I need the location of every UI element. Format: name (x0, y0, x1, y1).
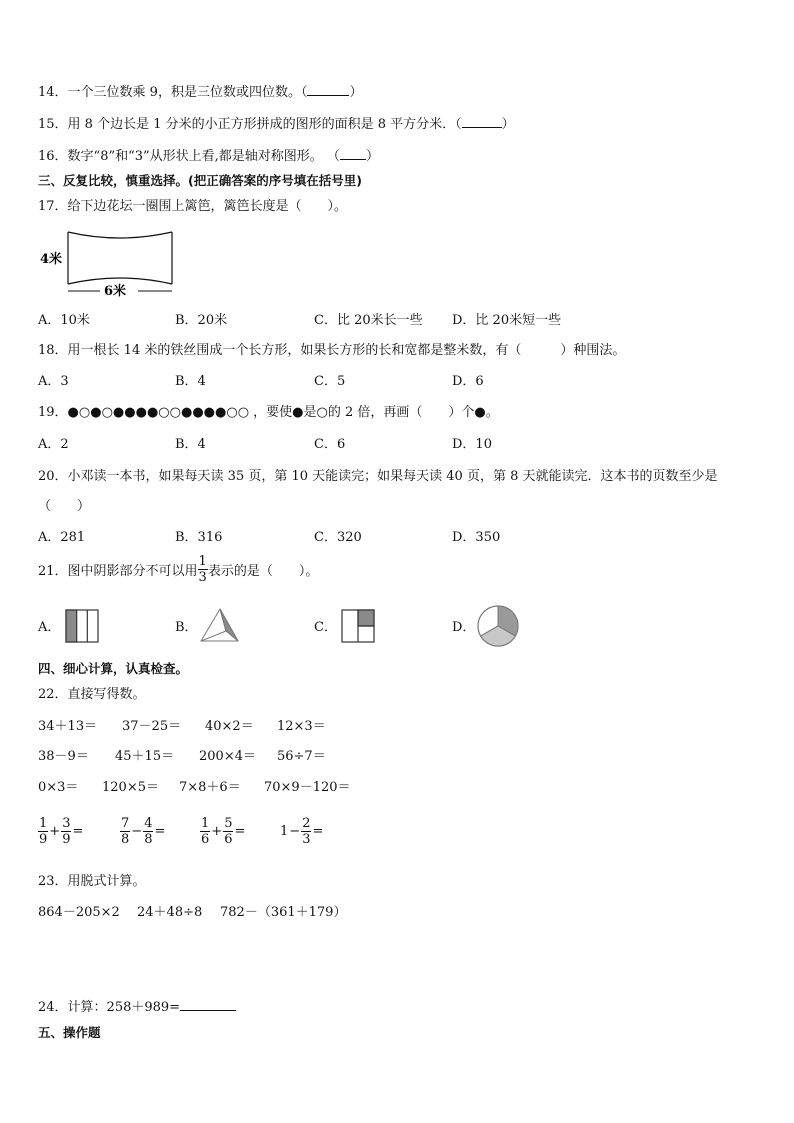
q20-option-b[interactable]: B．316 (175, 530, 223, 545)
mental-math-item: 200×4＝ (199, 749, 256, 764)
q21-option-a[interactable]: A． (38, 620, 61, 635)
q19-option-c[interactable]: C．6 (314, 437, 346, 452)
flowerbed-top-edge (68, 232, 172, 238)
q21-option-d[interactable]: D． (452, 620, 476, 635)
q17-option-a[interactable]: A．10米 (38, 313, 90, 328)
section-4-heading: 四、细心计算，认真检查。 (38, 661, 189, 676)
mental-math-item: 40×2＝ (205, 719, 254, 734)
mental-math-item: 45＋15＝ (115, 749, 175, 764)
fraction-expression: $\frac{1}{9}$ + $\frac{3}{9}$ = (39, 816, 84, 847)
mental-math-item: 120×5＝ (102, 780, 159, 795)
option-d-circle-figure (476, 604, 520, 648)
q19-option-d[interactable]: D．10 (452, 437, 492, 452)
question-16: 16．数字“8”和“3”从形状上看,都是轴对称图形。 （ ） (38, 146, 379, 166)
question-19: 19．●○●○●●●●○○●●●●○○ ，要使●是○的 2 倍，再画（ ）个●。 (38, 405, 499, 420)
question-20: 20．小邓读一本书，如果每天读 35 页，第 10 天能读完；如果每天读 40 页，第 8 天就能读完．这本书的页数至少是 (38, 469, 718, 484)
question-20-answer-paren: （ ） (38, 499, 91, 514)
answer-blank[interactable] (340, 146, 366, 160)
q19-option-a[interactable]: A．2 (38, 437, 69, 452)
option-c-square-figure (340, 608, 376, 644)
answer-blank[interactable] (180, 997, 236, 1011)
option-a-rectangle-figure (64, 608, 100, 644)
question-21: 21．图中阴影部分不可以用 $\frac{1}{3}$ 表示的是（ ）。 (38, 554, 319, 585)
section-5-heading: 五、操作题 (38, 1025, 101, 1040)
q18-option-d[interactable]: D．6 (452, 374, 484, 389)
q17-option-b[interactable]: B．20米 (175, 313, 228, 328)
mental-math-item: 70×9－120＝ (264, 780, 351, 795)
option-b-triangle-figure (198, 606, 240, 644)
mental-math-item: 37－25＝ (122, 719, 182, 734)
q20-option-d[interactable]: D．350 (452, 530, 501, 545)
q18-option-a[interactable]: A．3 (38, 374, 69, 389)
mental-math-item: 7×8＋6＝ (179, 780, 241, 795)
mental-math-item: 12×3＝ (277, 719, 326, 734)
answer-blank[interactable] (307, 82, 349, 96)
mental-math-item: 0×3＝ (38, 780, 79, 795)
width-label: 6米 (104, 284, 127, 299)
mental-math-item: 34＋13＝ (38, 719, 98, 734)
q18-option-b[interactable]: B．4 (175, 374, 206, 389)
fraction-expression: $\frac{7}{8}$ − $\frac{4}{8}$ = (121, 816, 166, 847)
question-22: 22．直接写得数。 (38, 687, 146, 702)
mental-math-item: 56÷7＝ (277, 749, 326, 764)
calculation-item: 864－205×2 (38, 905, 120, 920)
section-3-heading: 三、反复比较，慎重选择。(把正确答案的序号填在括号里) (38, 173, 362, 188)
fraction-expression: 1 − $\frac{2}{3}$ = (280, 816, 324, 847)
calculation-item: 782－（361＋179） (220, 905, 347, 920)
calculation-item: 24＋48÷8 (137, 905, 203, 920)
q19-option-b[interactable]: B．4 (175, 437, 206, 452)
question-23: 23．用脱式计算。 (38, 874, 146, 889)
flowerbed-figure (38, 228, 173, 300)
q21-option-b[interactable]: B． (175, 620, 198, 635)
answer-blank[interactable] (462, 114, 502, 128)
question-17: 17．给下边花坛一圈围上篱笆，篱笆长度是（ ）。 (38, 199, 348, 214)
mental-math-item: 38－9＝ (38, 749, 89, 764)
q20-option-a[interactable]: A．281 (38, 530, 86, 545)
question-18: 18．用一根长 14 米的铁丝围成一个长方形，如果长方形的长和宽都是整米数，有（ ）种围法。 (38, 343, 626, 358)
question-24: 24．计算：258＋989= (38, 997, 236, 1017)
question-14: 14．一个三位数乘 9，积是三位数或四位数。（ ） (38, 82, 362, 102)
fraction-one-third: $\frac{1}{3}$ (198, 554, 207, 585)
q17-option-d[interactable]: D．比 20米短一些 (452, 313, 562, 328)
q18-option-c[interactable]: C．5 (314, 374, 346, 389)
q20-option-c[interactable]: C．320 (314, 530, 362, 545)
height-label: 4米 (40, 252, 63, 267)
question-15: 15．用 8 个边长是 1 分米的小正方形拼成的图形的面积是 8 平方分米．（ ） (38, 114, 515, 134)
q17-option-c[interactable]: C．比 20米长一些 (314, 313, 423, 328)
q21-option-c[interactable]: C． (314, 620, 337, 635)
fraction-expression: $\frac{1}{6}$ + $\frac{5}{6}$ = (201, 816, 246, 847)
